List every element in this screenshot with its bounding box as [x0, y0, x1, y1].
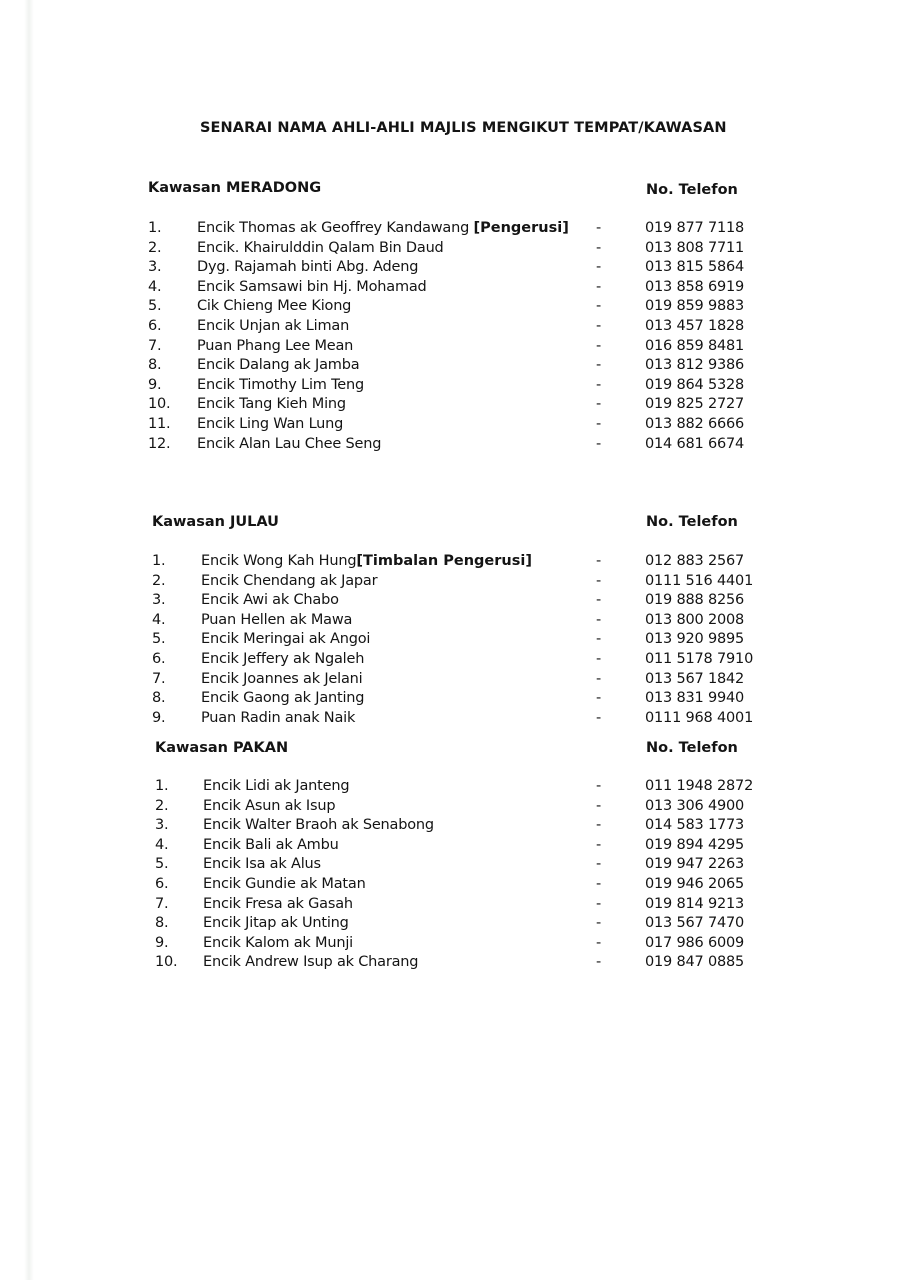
separator-dash: - — [596, 934, 602, 951]
member-name-text: Encik. Khairulddin Qalam Bin Daud — [197, 239, 444, 256]
member-row — [0, 318, 904, 338]
phone-column-header: No. Telefon — [646, 182, 738, 198]
member-name — [203, 954, 418, 970]
member-number: 3. — [148, 259, 162, 276]
section-header — [0, 180, 904, 200]
member-name — [197, 279, 427, 295]
member-name — [197, 416, 343, 432]
member-name-text: Encik Ling Wan Lung — [197, 415, 344, 432]
member-phone: 013 882 6666 — [645, 415, 745, 432]
member-phone: 013 858 6919 — [645, 278, 745, 295]
member-name — [197, 259, 418, 275]
member-name — [203, 837, 339, 853]
member-name-text: Encik Kalom ak Munji — [203, 934, 353, 951]
member-name — [197, 298, 351, 314]
member-number: 9. — [155, 934, 169, 951]
member-name-text: Encik Walter Braoh ak Senabong — [203, 817, 434, 834]
separator-dash: - — [596, 239, 602, 256]
member-number: 1. — [155, 778, 169, 794]
separator-dash: - — [596, 396, 602, 413]
member-number: 6. — [155, 875, 169, 892]
member-row — [0, 357, 904, 377]
member-name — [203, 778, 349, 794]
member-name-text: Puan Phang Lee Mean — [197, 337, 354, 354]
member-name-text: Encik Gaong ak Janting — [201, 690, 365, 707]
member-number: 7. — [148, 337, 162, 354]
member-list — [0, 778, 904, 974]
member-phone: 012 883 2567 — [645, 553, 745, 569]
member-phone: 013 306 4900 — [645, 797, 745, 814]
member-name — [201, 592, 339, 608]
member-phone: 013 800 2008 — [645, 611, 745, 628]
member-name — [203, 915, 349, 931]
member-name — [203, 896, 353, 912]
separator-dash: - — [596, 690, 602, 707]
member-row — [0, 778, 904, 798]
member-name — [197, 396, 346, 412]
member-phone: 014 583 1773 — [645, 817, 745, 834]
member-row — [0, 377, 904, 397]
member-row — [0, 396, 904, 416]
separator-dash: - — [596, 778, 602, 794]
member-list — [0, 220, 904, 455]
member-name-text: Puan Radin anak Naik — [201, 709, 356, 726]
member-row — [0, 259, 904, 279]
member-number: 7. — [152, 670, 166, 687]
member-phone: 013 808 7711 — [645, 239, 745, 256]
member-number: 6. — [152, 650, 166, 667]
member-name-text: Encik Isa ak Alus — [203, 856, 321, 873]
member-role: [Timbalan Pengerusi] — [356, 553, 532, 569]
member-row — [0, 915, 904, 935]
member-number: 7. — [155, 895, 169, 912]
member-row — [0, 553, 904, 573]
member-name-text: Encik Wong Kah Hung — [201, 553, 357, 569]
member-phone: 013 831 9940 — [645, 690, 745, 707]
separator-dash: - — [596, 435, 602, 452]
member-name-text: Encik Thomas ak Geoffrey Kandawang — [197, 220, 474, 236]
member-phone: 013 812 9386 — [645, 357, 745, 374]
member-phone: 019 825 2727 — [645, 396, 745, 413]
member-name-text: Encik Alan Lau Chee Seng — [197, 435, 382, 452]
separator-dash: - — [596, 317, 602, 334]
member-name — [197, 357, 359, 373]
separator-dash: - — [596, 357, 602, 374]
separator-dash: - — [596, 259, 602, 276]
member-name — [197, 220, 569, 236]
member-phone: 014 681 6674 — [645, 435, 745, 452]
member-phone: 013 815 5864 — [645, 259, 745, 276]
separator-dash: - — [596, 220, 602, 236]
member-phone: 017 986 6009 — [645, 934, 745, 951]
separator-dash: - — [596, 709, 602, 726]
member-name — [201, 631, 370, 647]
member-number: 8. — [155, 915, 169, 932]
separator-dash: - — [596, 895, 602, 912]
member-phone: 013 567 7470 — [645, 915, 745, 932]
separator-dash: - — [596, 954, 602, 971]
member-number: 11. — [148, 415, 171, 432]
member-name-text: Encik Fresa ak Gasah — [203, 895, 353, 912]
member-number: 12. — [148, 435, 171, 452]
member-number: 8. — [152, 690, 166, 707]
separator-dash: - — [596, 856, 602, 873]
member-row — [0, 671, 904, 691]
member-name — [197, 240, 444, 256]
member-name — [197, 377, 364, 393]
member-name — [203, 935, 353, 951]
member-phone: 019 888 8256 — [645, 592, 745, 609]
separator-dash: - — [596, 836, 602, 853]
member-number: 5. — [148, 298, 162, 315]
member-name — [201, 553, 532, 569]
member-number: 10. — [148, 396, 171, 413]
region-title: Kawasan MERADONG — [148, 180, 322, 196]
separator-dash: - — [596, 337, 602, 354]
member-name-text: Encik Unjan ak Liman — [197, 317, 350, 334]
member-list — [0, 553, 904, 729]
separator-dash: - — [596, 915, 602, 932]
member-row — [0, 954, 904, 974]
member-name-text: Cik Chieng Mee Kiong — [197, 298, 352, 315]
member-phone: 019 864 5328 — [645, 376, 745, 393]
member-row — [0, 592, 904, 612]
member-number: 2. — [148, 239, 162, 256]
member-row — [0, 690, 904, 710]
member-name — [197, 318, 349, 334]
member-number: 5. — [152, 631, 166, 648]
member-number: 5. — [155, 856, 169, 873]
region-title: Kawasan PAKAN — [155, 740, 289, 756]
member-phone: 011 1948 2872 — [645, 778, 754, 794]
member-name-text: Encik Tang Kieh Ming — [197, 396, 346, 413]
member-number: 4. — [152, 611, 166, 628]
section-meradong — [0, 180, 904, 455]
member-row — [0, 220, 904, 240]
member-row — [0, 279, 904, 299]
member-phone: 019 894 4295 — [645, 836, 745, 853]
separator-dash: - — [596, 650, 602, 667]
member-name — [203, 856, 321, 872]
member-name — [197, 338, 353, 354]
member-name — [203, 876, 366, 892]
member-phone: 019 859 9883 — [645, 298, 745, 315]
member-name-text: Encik Bali ak Ambu — [203, 836, 339, 853]
member-name-text: Dyg. Rajamah binti Abg. Adeng — [197, 259, 419, 276]
member-number: 3. — [152, 592, 166, 609]
member-row — [0, 817, 904, 837]
member-phone: 013 920 9895 — [645, 631, 745, 648]
member-phone: 0111 968 4001 — [645, 709, 754, 726]
member-row — [0, 798, 904, 818]
separator-dash: - — [596, 817, 602, 834]
member-name — [197, 436, 381, 452]
member-row — [0, 612, 904, 632]
separator-dash: - — [596, 631, 602, 648]
member-number: 1. — [152, 553, 166, 569]
member-name-text: Encik Jitap ak Unting — [203, 915, 349, 932]
member-row — [0, 240, 904, 260]
separator-dash: - — [596, 278, 602, 295]
member-number: 6. — [148, 317, 162, 334]
section-pakan — [0, 740, 904, 974]
member-phone: 019 877 7118 — [645, 220, 745, 236]
member-name-text: Encik Joannes ak Jelani — [201, 670, 363, 687]
member-name — [201, 671, 362, 687]
member-row — [0, 896, 904, 916]
separator-dash: - — [596, 592, 602, 609]
member-phone: 019 814 9213 — [645, 895, 745, 912]
member-row — [0, 298, 904, 318]
member-number: 10. — [155, 954, 178, 971]
member-number: 2. — [155, 797, 169, 814]
member-name-text: Encik Samsawi bin Hj. Mohamad — [197, 278, 427, 295]
region-title: Kawasan JULAU — [152, 514, 279, 530]
member-number: 8. — [148, 357, 162, 374]
member-row — [0, 573, 904, 593]
member-row — [0, 338, 904, 358]
member-phone: 013 457 1828 — [645, 317, 745, 334]
member-number: 9. — [148, 376, 162, 393]
member-number: 9. — [152, 709, 166, 726]
separator-dash: - — [596, 298, 602, 315]
member-name-text: Encik Meringai ak Angoi — [201, 631, 371, 648]
member-name-text: Encik Andrew Isup ak Charang — [203, 954, 419, 971]
member-name-text: Encik Asun ak Isup — [203, 797, 336, 814]
member-name-text: Encik Timothy Lim Teng — [197, 376, 365, 393]
separator-dash: - — [596, 670, 602, 687]
member-phone: 013 567 1842 — [645, 670, 745, 687]
member-row — [0, 935, 904, 955]
member-number: 3. — [155, 817, 169, 834]
member-name-text: Encik Chendang ak Japar — [201, 572, 378, 589]
member-name-text: Encik Gundie ak Matan — [203, 875, 366, 892]
member-row — [0, 710, 904, 730]
phone-column-header: No. Telefon — [646, 740, 738, 756]
member-name — [203, 798, 335, 814]
document-title: SENARAI NAMA AHLI-AHLI MAJLIS MENGIKUT TEMPAT/KAWASAN — [200, 120, 727, 136]
section-header — [0, 740, 904, 760]
member-name-text: Encik Lidi ak Janteng — [203, 778, 350, 794]
member-name — [201, 612, 352, 628]
member-name-text: Encik Dalang ak Jamba — [197, 357, 360, 374]
member-name-text: Encik Awi ak Chabo — [201, 592, 339, 609]
separator-dash: - — [596, 875, 602, 892]
section-header — [0, 514, 904, 534]
member-row — [0, 436, 904, 456]
member-name — [201, 690, 364, 706]
member-name — [203, 817, 434, 833]
member-phone: 0111 516 4401 — [645, 572, 754, 589]
separator-dash: - — [596, 415, 602, 432]
separator-dash: - — [596, 572, 602, 589]
member-number: 4. — [155, 836, 169, 853]
member-name — [201, 710, 355, 726]
separator-dash: - — [596, 797, 602, 814]
separator-dash: - — [596, 611, 602, 628]
member-number: 4. — [148, 278, 162, 295]
member-name-text: Encik Jeffery ak Ngaleh — [201, 650, 365, 667]
member-row — [0, 631, 904, 651]
section-julau — [0, 514, 904, 729]
member-number: 1. — [148, 220, 162, 236]
member-phone: 019 946 2065 — [645, 875, 745, 892]
member-row — [0, 416, 904, 436]
member-number: 2. — [152, 572, 166, 589]
phone-column-header: No. Telefon — [646, 514, 738, 530]
member-row — [0, 876, 904, 896]
separator-dash: - — [596, 553, 602, 569]
separator-dash: - — [596, 376, 602, 393]
member-phone: 011 5178 7910 — [645, 650, 754, 667]
member-phone: 019 947 2263 — [645, 856, 745, 873]
member-row — [0, 651, 904, 671]
member-row — [0, 856, 904, 876]
member-name-text: Puan Hellen ak Mawa — [201, 611, 353, 628]
member-phone: 019 847 0885 — [645, 954, 745, 971]
member-phone: 016 859 8481 — [645, 337, 745, 354]
member-row — [0, 837, 904, 857]
member-name — [201, 651, 364, 667]
member-name — [201, 573, 377, 589]
member-role: [Pengerusi] — [473, 220, 569, 236]
